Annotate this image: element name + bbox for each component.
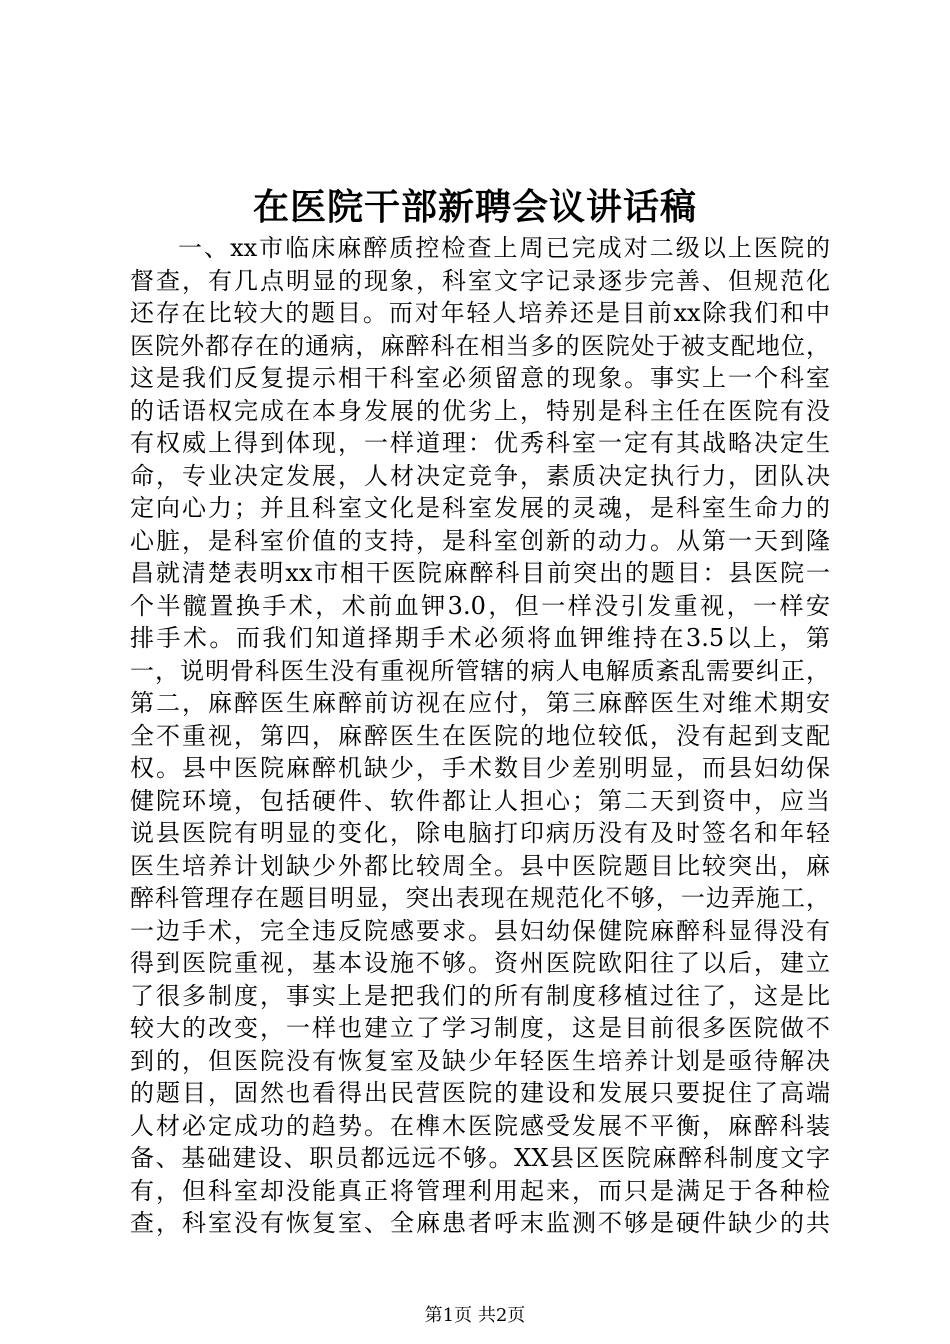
paragraph-line: 了很多制度，事实上是把我们的所有制度移植过往了，这是比 [130,981,830,1010]
paragraph-line: 说县医院有明显的变化，除电脑打印病历没有及时签名和年轻 [130,819,830,847]
paragraph-line: 个半髋置换手术，术前血钾3.0，但一样没引发重视，一样安 [130,591,830,620]
paragraph-line: 医院外都存在的通病，麻醉科在相当多的医院处于被支配地位， [130,331,830,360]
paragraph-line: 一、xx市临床麻醉质控检查上周已完成对二级以上医院的 [178,234,830,262]
paragraph-line: 人材必定成功的趋势。在榫木医院感受发展不平衡，麻醉科装 [130,1111,830,1140]
paragraph-line: 第二，麻醉医生麻醉前访视在应付，第三麻醉医生对维术期安 [130,689,830,717]
paragraph-line: 权。县中医院麻醉机缺少，手术数目少差别明显，而县妇幼保 [130,754,830,782]
paragraph-line: 备、基础建设、职员都远远不够。XX县区医院麻醉科制度文字 [130,1144,830,1172]
paragraph-line: 的话语权完成在本身发展的优劣上，特别是科主任在医院有没 [130,396,830,425]
paragraph-line: 到的，但医院没有恢复室及缺少年轻医生培养计划是亟待解决 [130,1046,830,1075]
paragraph-line: 昌就清楚表明xx市相干医院麻醉科目前突出的题目：县医院一 [130,559,830,587]
paragraph-line: 定向心力；并且科室文化是科室发展的灵魂，是科室生命力的 [130,494,830,522]
paragraph-line: 的题目，固然也看得出民营医院的建设和发展只要捉住了高端 [130,1079,830,1107]
paragraph-line: 督查，有几点明显的现象，科室文字记录逐步完善、但规范化 [130,266,830,295]
paragraph-line: 醉科管理存在题目明显，突出表现在规范化不够，一边弄施工， [130,884,830,912]
paragraph-line: 排手术。而我们知道择期手术必须将血钾维持在3.5以上，第 [130,624,830,652]
paragraph-line: 一，说明骨科医生没有重视所管辖的病人电解质紊乱需要纠正， [130,656,830,685]
document-title: 在医院干部新聘会议讲话稿 [252,186,697,228]
paragraph-line: 命，专业决定发展，人材决定竞争，素质决定执行力，团队决 [130,461,830,490]
paragraph-line: 一边手术，完全违反院感要求。县妇幼保健院麻醉科显得没有 [130,916,830,945]
page-footer: 第1页 共2页 [424,1305,526,1326]
document-body [130,232,830,1240]
paragraph-line: 全不重视，第四，麻醉医生在医院的地位较低，没有起到支配 [130,721,830,750]
paragraph-line: 得到医院重视，基本设施不够。资州医院欧阳往了以后，建立 [130,949,830,977]
paragraph-line: 医生培养计划缺少外都比较周全。县中医院题目比较突出，麻 [130,851,830,880]
paragraph-line: 健院环境，包括硬件、软件都让人担心；第二天到资中，应当 [130,786,830,815]
paragraph-line: 较大的改变，一样也建立了学习制度，这是目前很多医院做不 [130,1014,830,1042]
paragraph-line: 心脏，是科室价值的支持，是科室创新的动力。从第一天到隆 [130,526,830,555]
paragraph-line: 有，但科室却没能真正将管理利用起来，而只是满足于各种检 [130,1176,830,1205]
paragraph-line: 还存在比较大的题目。而对年轻人培养还是目前xx除我们和中 [130,299,830,327]
paragraph-line: 查，科室没有恢复室、全麻患者呼末监测不够是硬件缺少的共 [130,1209,830,1237]
paragraph-line: 这是我们反复提示相干科室必须留意的现象。事实上一个科室 [130,364,830,392]
paragraph-line: 有权威上得到体现，一样道理：优秀科室一定有其战略决定生 [130,429,830,457]
